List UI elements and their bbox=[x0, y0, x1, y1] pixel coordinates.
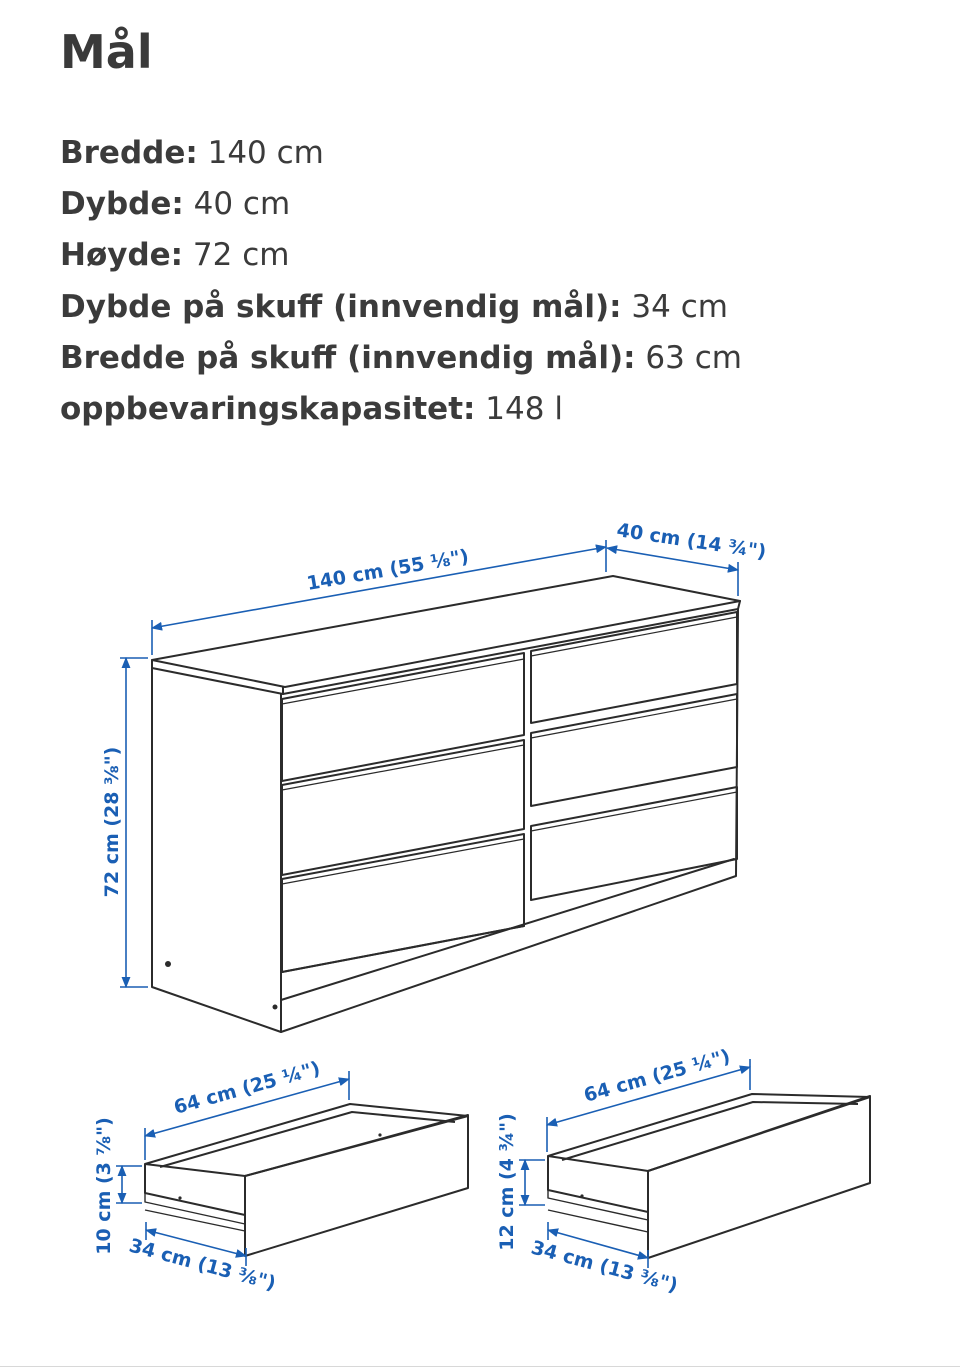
large-drawer-depth-label: 34 cm (13 ⅜") bbox=[528, 1236, 680, 1297]
spec-value: 40 cm bbox=[193, 186, 291, 223]
spec-value: 140 cm bbox=[207, 135, 324, 171]
spec-label: oppbevaringskapasitet: bbox=[60, 390, 476, 427]
spec-label: Bredde: bbox=[60, 135, 198, 171]
spec-value: 63 cm bbox=[645, 339, 742, 376]
dresser-width-label: 140 cm (55 ⅛") bbox=[305, 545, 471, 595]
spec-value: 72 cm bbox=[192, 237, 290, 274]
spec-label: Bredde på skuff (innvendig mål): bbox=[60, 339, 636, 376]
spec-label: Høyde: bbox=[60, 237, 184, 274]
spec-value: 148 l bbox=[485, 390, 563, 427]
spec-row-depth bbox=[60, 179, 742, 230]
spec-row-drawer-width bbox=[60, 333, 742, 384]
small-drawer-depth-label: 34 cm (13 ⅜") bbox=[126, 1234, 278, 1295]
small-drawer-height-label: 10 cm (3 ⅞") bbox=[93, 1117, 115, 1255]
dresser-illustration bbox=[152, 576, 740, 1032]
spec-row-drawer-depth bbox=[60, 282, 742, 333]
dresser-height-label: 72 cm (28 ⅜") bbox=[101, 746, 123, 898]
page-title: Mål bbox=[60, 25, 153, 79]
spec-value: 34 cm bbox=[631, 288, 728, 325]
dimension-drawing bbox=[0, 470, 960, 1350]
spec-row-height bbox=[60, 230, 742, 281]
spec-row-width bbox=[60, 128, 742, 179]
large-drawer-illustration bbox=[548, 1094, 870, 1258]
large-drawer-height-label: 12 cm (4 ¾") bbox=[496, 1113, 518, 1251]
small-drawer-width-label: 64 cm (25 ¼") bbox=[171, 1057, 323, 1119]
spec-label: Dybde: bbox=[60, 186, 184, 223]
spec-row-storage-capacity bbox=[60, 384, 742, 435]
bottom-divider bbox=[0, 1366, 960, 1367]
large-drawer-width-label: 64 cm (25 ¼") bbox=[581, 1045, 733, 1107]
dresser-depth-label: 40 cm (14 ¾") bbox=[615, 519, 768, 564]
dimension-spec-list bbox=[60, 128, 742, 435]
small-drawer-illustration bbox=[145, 1104, 468, 1256]
spec-label: Dybde på skuff (innvendig mål): bbox=[60, 288, 622, 325]
